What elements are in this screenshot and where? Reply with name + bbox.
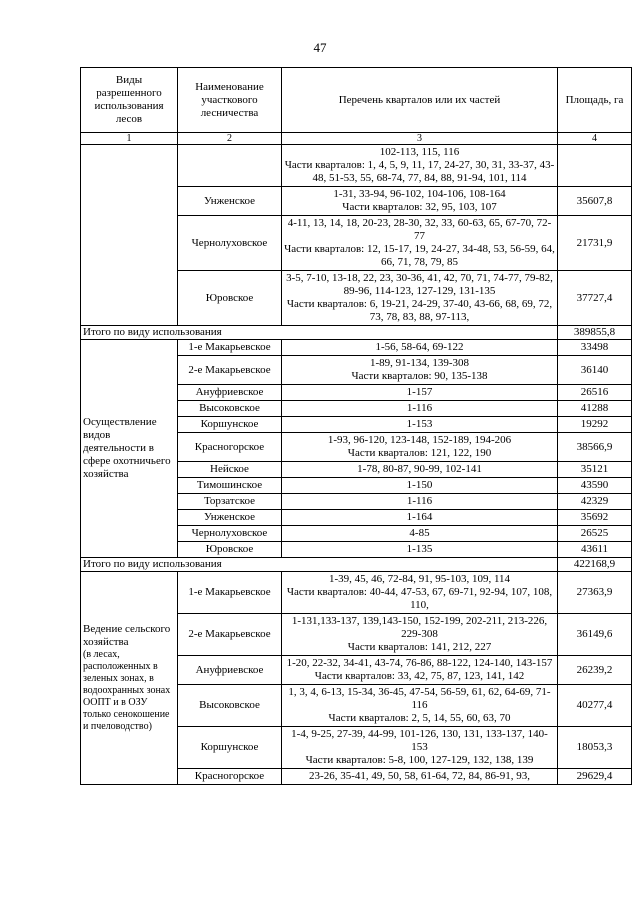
forest-use-table bbox=[80, 67, 632, 785]
header-quarters: Перечень кварталов или их частей bbox=[282, 68, 558, 133]
forestry-name: Торзатское bbox=[178, 494, 282, 510]
area-value bbox=[558, 145, 632, 187]
quarters-list: 1-31, 33-94, 96-102, 104-106, 108-164 Части кварталов: 32, 95, 103, 107 bbox=[282, 187, 558, 216]
forestry-name: Высоковское bbox=[178, 685, 282, 727]
quarters-list: 1-56, 58-64, 69-122 bbox=[282, 340, 558, 356]
quarters-list: 1-164 bbox=[282, 510, 558, 526]
quarters-list: 1-20, 22-32, 34-41, 43-74, 76-86, 88-122, 124-140, 143-157 Части кварталов: 33, 42, 75, 87, 123, 141, 142 bbox=[282, 656, 558, 685]
forestry-name: Чернолуховское bbox=[178, 216, 282, 271]
table-header-row bbox=[81, 68, 632, 133]
quarters-list: 4-85 bbox=[282, 526, 558, 542]
forestry-name: Коршунское bbox=[178, 727, 282, 769]
column-numbers-row bbox=[81, 133, 632, 145]
forestry-name: Юровское bbox=[178, 271, 282, 326]
forestry-name: Нейское bbox=[178, 462, 282, 478]
area-value: 43611 bbox=[558, 542, 632, 558]
table-row bbox=[81, 145, 632, 187]
header-forestry-name: Наименование участкового лесничества bbox=[178, 68, 282, 133]
column-number: 3 bbox=[282, 133, 558, 145]
area-value: 33498 bbox=[558, 340, 632, 356]
area-value: 35607,8 bbox=[558, 187, 632, 216]
area-value: 36149,6 bbox=[558, 614, 632, 656]
table-row bbox=[81, 572, 632, 614]
area-value: 41288 bbox=[558, 401, 632, 417]
area-value: 43590 bbox=[558, 478, 632, 494]
total-row bbox=[81, 558, 632, 572]
forestry-name: 1-е Макарьевское bbox=[178, 340, 282, 356]
area-value: 36140 bbox=[558, 356, 632, 385]
forestry-name: Унженское bbox=[178, 510, 282, 526]
quarters-list: 1-153 bbox=[282, 417, 558, 433]
forestry-name: Красногорское bbox=[178, 433, 282, 462]
forestry-name: Тимошинское bbox=[178, 478, 282, 494]
header-use-type: Виды разрешенного использования лесов bbox=[81, 68, 178, 133]
quarters-list: 1, 3, 4, 6-13, 15-34, 36-45, 47-54, 56-59, 61, 62, 64-69, 71-116 Части кварталов: 2, 5, 14, 55, 60, 63, 70 bbox=[282, 685, 558, 727]
table-row bbox=[81, 340, 632, 356]
use-type-main: Ведение сельского хозяйства bbox=[83, 623, 171, 648]
area-value: 26239,2 bbox=[558, 656, 632, 685]
column-number: 2 bbox=[178, 133, 282, 145]
total-label: Итого по виду использования bbox=[81, 558, 558, 572]
total-label: Итого по виду использования bbox=[81, 326, 558, 340]
area-value: 42329 bbox=[558, 494, 632, 510]
quarters-list: 1-116 bbox=[282, 401, 558, 417]
total-row bbox=[81, 326, 632, 340]
forestry-name: Юровское bbox=[178, 542, 282, 558]
quarters-list: 102-113, 115, 116 Части кварталов: 1, 4, 5, 9, 11, 17, 24-27, 30, 31, 33-37, 43-48, 51-53, 55, 68-74, 77, 84, 88, 91-94, 101, 114 bbox=[282, 145, 558, 187]
area-value: 18053,3 bbox=[558, 727, 632, 769]
forestry-name: Ануфриевское bbox=[178, 385, 282, 401]
area-value: 37727,4 bbox=[558, 271, 632, 326]
quarters-list: 1-78, 80-87, 90-99, 102-141 bbox=[282, 462, 558, 478]
header-area: Площадь, га bbox=[558, 68, 632, 133]
page-number: 47 bbox=[313, 40, 327, 55]
area-value: 27363,9 bbox=[558, 572, 632, 614]
use-type-cell bbox=[81, 572, 178, 785]
column-number: 4 bbox=[558, 133, 632, 145]
quarters-list: 3-5, 7-10, 13-18, 22, 23, 30-36, 41, 42, 70, 71, 74-77, 79-82, 89-96, 114-123, 127-129, 131-135 Части кварталов: 6, 19-21, 24-29, 37-40, 43-66, 68, 69, 72, 73, 78, 83, 88, 97-113, bbox=[282, 271, 558, 326]
area-value: 40277,4 bbox=[558, 685, 632, 727]
quarters-list: 1-157 bbox=[282, 385, 558, 401]
total-value: 422168,9 bbox=[558, 558, 632, 572]
quarters-list: 1-4, 9-25, 27-39, 44-99, 101-126, 130, 131, 133-137, 140-153 Части кварталов: 5-8, 100, 127-129, 132, 138, 139 bbox=[282, 727, 558, 769]
forestry-name bbox=[178, 145, 282, 187]
forestry-name: Красногорское bbox=[178, 769, 282, 785]
use-type-cell: Осуществление видов деятельности в сфере охотничьего хозяйства bbox=[81, 340, 178, 558]
quarters-list: 1-131,133-137, 139,143-150, 152-199, 202-211, 213-226, 229-308 Части кварталов: 141, 212, 227 bbox=[282, 614, 558, 656]
use-type-note: (в лесах, расположенных в зеленых зонах, в водоохранных зонах ООПТ и в ОЗУ только сенокошение и пчеловодство) bbox=[83, 649, 171, 732]
quarters-list: 23-26, 35-41, 49, 50, 58, 61-64, 72, 84, 86-91, 93, bbox=[282, 769, 558, 785]
forestry-name: Высоковское bbox=[178, 401, 282, 417]
forestry-name: Ануфриевское bbox=[178, 656, 282, 685]
area-value: 19292 bbox=[558, 417, 632, 433]
area-value: 21731,9 bbox=[558, 216, 632, 271]
area-value: 38566,9 bbox=[558, 433, 632, 462]
area-value: 26525 bbox=[558, 526, 632, 542]
column-number: 1 bbox=[81, 133, 178, 145]
quarters-list: 1-39, 45, 46, 72-84, 91, 95-103, 109, 114 Части кварталов: 40-44, 47-53, 67, 69-71, 92-94, 107, 108, 110, bbox=[282, 572, 558, 614]
quarters-list: 1-93, 96-120, 123-148, 152-189, 194-206 Части кварталов: 121, 122, 190 bbox=[282, 433, 558, 462]
total-value: 389855,8 bbox=[558, 326, 632, 340]
forestry-name: Коршунское bbox=[178, 417, 282, 433]
use-type-cell bbox=[81, 145, 178, 326]
area-value: 26516 bbox=[558, 385, 632, 401]
forestry-name: 2-е Макарьевское bbox=[178, 356, 282, 385]
forestry-name: Чернолуховское bbox=[178, 526, 282, 542]
forestry-name: 1-е Макарьевское bbox=[178, 572, 282, 614]
quarters-list: 1-89, 91-134, 139-308 Части кварталов: 90, 135-138 bbox=[282, 356, 558, 385]
quarters-list: 1-135 bbox=[282, 542, 558, 558]
area-value: 35692 bbox=[558, 510, 632, 526]
quarters-list: 4-11, 13, 14, 18, 20-23, 28-30, 32, 33, 60-63, 65, 67-70, 72-77 Части кварталов: 12, 15-17, 19, 24-27, 34-48, 53, 56-59, 64, 66, 71, 78, 79, 85 bbox=[282, 216, 558, 271]
area-value: 35121 bbox=[558, 462, 632, 478]
quarters-list: 1-116 bbox=[282, 494, 558, 510]
area-value: 29629,4 bbox=[558, 769, 632, 785]
forestry-name: 2-е Макарьевское bbox=[178, 614, 282, 656]
quarters-list: 1-150 bbox=[282, 478, 558, 494]
forestry-name: Унженское bbox=[178, 187, 282, 216]
